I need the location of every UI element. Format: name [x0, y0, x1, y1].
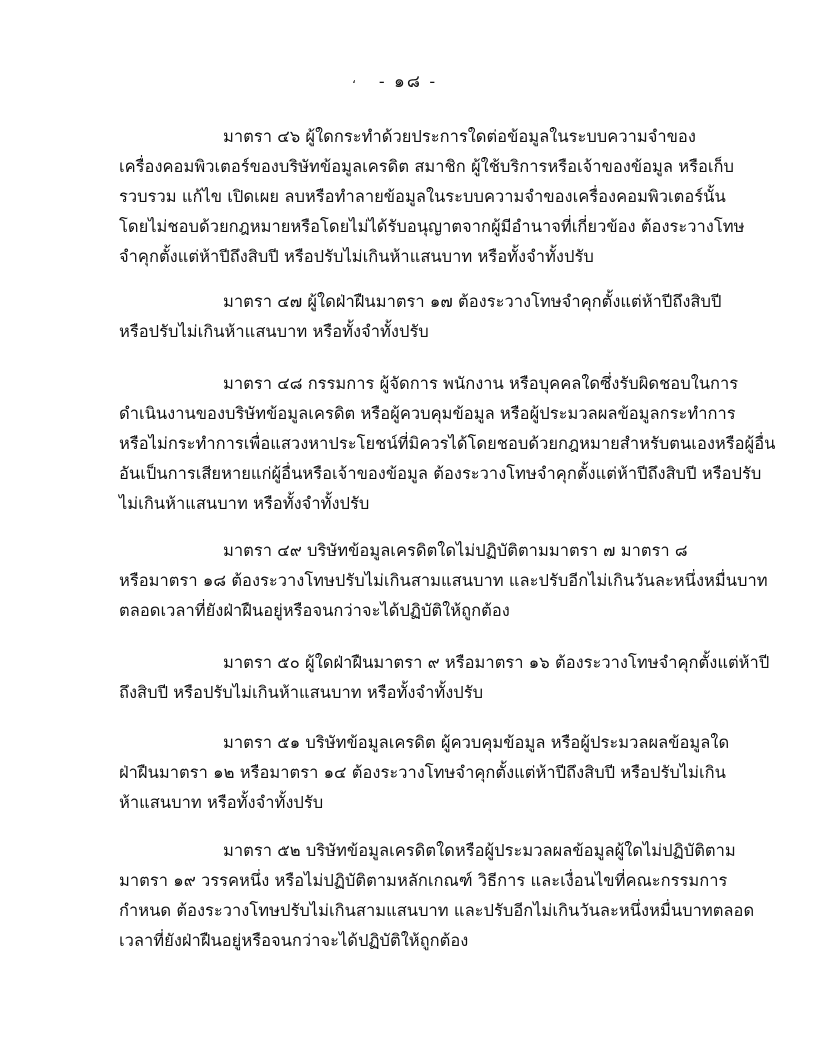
section-50	[119, 648, 770, 708]
text-line: เครื่องคอมพิวเตอร์ของบริษัทข้อมูลเครดิต สมาชิก ผู้ใช้บริการหรือเจ้าของข้อมูล หรือเก็บ	[119, 157, 734, 176]
text-line: มาตรา ๑๙ วรรคหนึ่ง หรือไม่ปฏิบัติตามหลักเกณฑ์ วิธีการ และเงื่อนไขที่คณะกรรมการ	[119, 871, 728, 890]
text-line: กำหนด ต้องระวางโทษปรับไม่เกินสามแสนบาท และปรับอีกไม่เกินวันละหนึ่งหมื่นบาทตลอด	[119, 901, 755, 920]
text-line: มาตรา ๕๑ บริษัทข้อมูลเครดิต ผู้ควบคุมข้อมูล หรือผู้ประมวลผลข้อมูลใด	[223, 733, 730, 752]
text-line: ดำเนินงานของบริษัทข้อมูลเครดิต หรือผู้ควบคุมข้อมูล หรือผู้ประมวลผลข้อมูลกระทำการ	[119, 404, 736, 423]
text-line: มาตรา ๔๙ บริษัทข้อมูลเครดิตใดไม่ปฏิบัติตามมาตรา ๗ มาตรา ๘	[223, 541, 688, 560]
text-line: ถึงสิบปี หรือปรับไม่เกินห้าแสนบาท หรือทั้งจำทั้งปรับ	[119, 683, 484, 702]
text-line: หรือมาตรา ๑๘ ต้องระวางโทษปรับไม่เกินสามแสนบาท และปรับอีกไม่เกินวันละหนึ่งหมื่นบาท	[119, 571, 768, 590]
text-line: ฝ่าฝืนมาตรา ๑๒ หรือมาตรา ๑๔ ต้องระวางโทษจำคุกตั้งแต่ห้าปีถึงสิบปี หรือปรับไม่เกิน	[119, 763, 726, 782]
section-47	[119, 287, 722, 347]
text-line: โดยไม่ชอบด้วยกฎหมายหรือโดยไม่ได้รับอนุญาตจากผู้มีอำนาจที่เกี่ยวข้อง ต้องระวางโทษ	[119, 217, 745, 236]
section-49	[119, 536, 768, 626]
section-51	[119, 728, 730, 818]
text-line: มาตรา ๕๒ บริษัทข้อมูลเครดิตใดหรือผู้ประมวลผลข้อมูลผู้ใดไม่ปฏิบัติตาม	[223, 841, 736, 860]
section-48	[119, 369, 776, 519]
text-line: ตลอดเวลาที่ยังฝ่าฝืนอยู่หรือจนกว่าจะได้ปฏิบัติให้ถูกต้อง	[119, 601, 510, 620]
section-46	[119, 122, 745, 272]
text-line: รวบรวม แก้ไข เปิดเผย ลบหรือทำลายข้อมูลในระบบความจำของเครื่องคอมพิวเตอร์นั้น	[119, 187, 726, 206]
text-line: ห้าแสนบาท หรือทั้งจำทั้งปรับ	[119, 793, 324, 812]
text-line: มาตรา ๔๗ ผู้ใดฝ่าฝืนมาตรา ๑๗ ต้องระวางโทษจำคุกตั้งแต่ห้าปีถึงสิบปี	[223, 292, 722, 311]
page-number: - ๑๘ -	[378, 72, 438, 92]
text-line: หรือปรับไม่เกินห้าแสนบาท หรือทั้งจำทั้งปรับ	[119, 322, 429, 341]
text-line: ไม่เกินห้าแสนบาท หรือทั้งจำทั้งปรับ	[119, 494, 370, 513]
text-line: มาตรา ๔๘ กรรมการ ผู้จัดการ พนักงาน หรือบุคคลใดซึ่งรับผิดชอบในการ	[223, 374, 739, 393]
text-line: มาตรา ๕๐ ผู้ใดฝ่าฝืนมาตรา ๙ หรือมาตรา ๑๖ ต้องระวางโทษจำคุกตั้งแต่ห้าปี	[223, 653, 770, 672]
text-line: จำคุกตั้งแต่ห้าปีถึงสิบปี หรือปรับไม่เกินห้าแสนบาท หรือทั้งจำทั้งปรับ	[119, 247, 594, 266]
scan-mark: ،	[352, 72, 356, 86]
text-line: มาตรา ๔๖ ผู้ใดกระทำด้วยประการใดต่อข้อมูลในระบบความจำของ	[223, 127, 696, 146]
text-line: อันเป็นการเสียหายแก่ผู้อื่นหรือเจ้าของข้อมูล ต้องระวางโทษจำคุกตั้งแต่ห้าปีถึงสิบปี หรือปรับ	[119, 464, 762, 483]
text-line: เวลาที่ยังฝ่าฝืนอยู่หรือจนกว่าจะได้ปฏิบัติให้ถูกต้อง	[119, 931, 469, 950]
text-line: หรือไม่กระทำการเพื่อแสวงหาประโยชน์ที่มิควรได้โดยชอบด้วยกฎหมายสำหรับตนเองหรือผู้อื่น	[119, 434, 776, 453]
section-52	[119, 836, 755, 956]
